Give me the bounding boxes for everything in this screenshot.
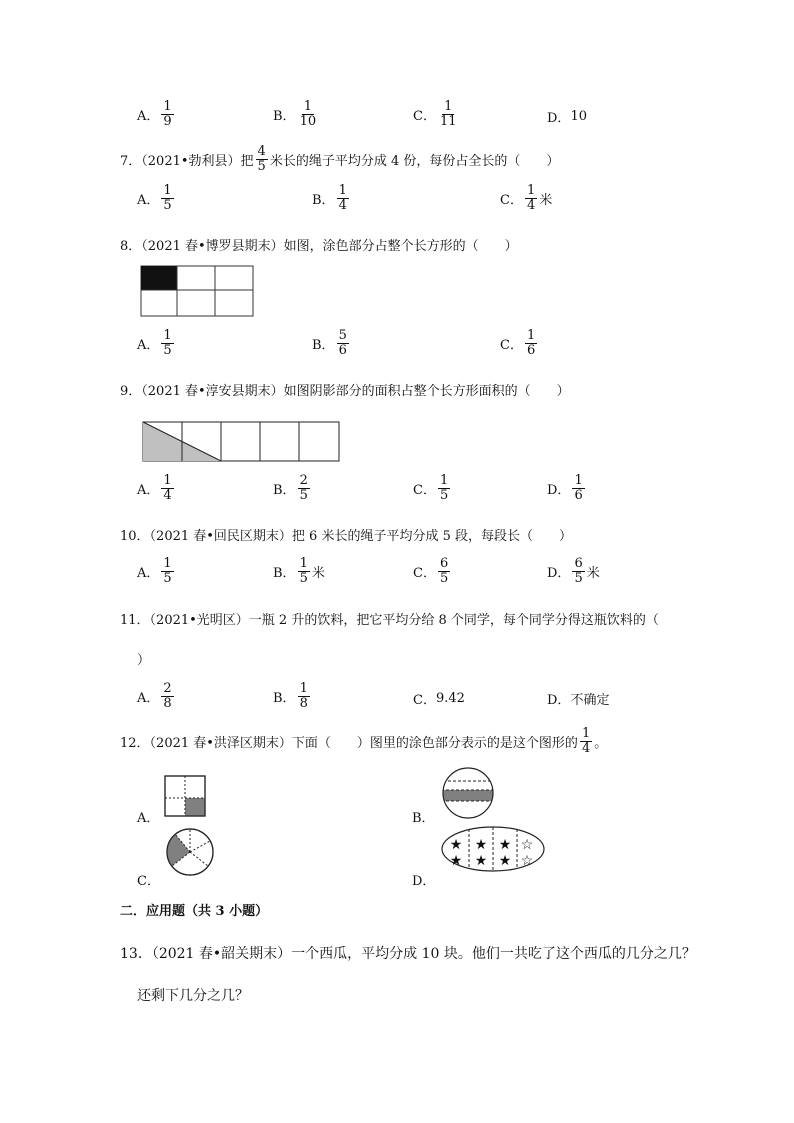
q10-option-d[interactable]: D． $\frac{6}{5}$ 米 <box>547 556 600 586</box>
fraction: $\frac{1}{11}$ <box>439 99 457 129</box>
option-label: C． <box>413 108 436 124</box>
star-outline-icon: ☆ <box>520 853 534 869</box>
star-icon: ★ <box>498 837 512 853</box>
q12-option-b[interactable]: B． <box>412 811 435 826</box>
q6-option-a[interactable] <box>137 100 176 128</box>
star-icon: ★ <box>449 853 463 869</box>
q11-option-a[interactable]: A． $\frac{2}{8}$ <box>137 681 172 711</box>
q12-figure-b <box>441 766 495 820</box>
q12-b-shaded <box>441 790 495 801</box>
question-11 <box>120 609 659 628</box>
q11-option-d[interactable]: D． 不确定 <box>547 693 610 708</box>
q6-option-b[interactable] <box>273 100 320 128</box>
q8-shaded-cell <box>141 266 177 290</box>
fraction: $\frac{4}{5}$ <box>257 144 266 174</box>
q6-option-c[interactable] <box>413 100 461 128</box>
q11-option-b[interactable]: B． $\frac{1}{8}$ <box>273 681 308 711</box>
fraction: $\frac{1}{9}$ <box>163 99 172 129</box>
q7-option-a[interactable]: A． $\frac{1}{5}$ <box>137 183 172 213</box>
question-text: 7．（2021•勃利县）把 <box>120 153 254 169</box>
q12-figure-a <box>164 775 206 817</box>
option-label: D． <box>547 111 571 126</box>
q11-option-c[interactable]: C． 9.42 <box>413 691 465 708</box>
option-label: B． <box>273 108 296 124</box>
question-text: 8．（2021 春•博罗县期末）如图，涂色部分占整个长方形的（ ） <box>120 239 518 254</box>
question-text: 米长的绳子平均分成 4 份，每份占全长的（ ） <box>269 153 560 169</box>
question-9 <box>120 380 570 399</box>
question-text: 10．（2021 春•回民区期末）把 6 米长的绳子平均分成 5 段，每段长（ ） <box>120 529 572 544</box>
question-10 <box>120 525 572 544</box>
question-13-continued: 还剩下几分之几？ <box>137 988 249 1004</box>
q12-option-a[interactable]: A． <box>137 811 160 826</box>
q8-figure <box>140 265 255 317</box>
q8-option-c[interactable]: C． $\frac{1}{6}$ <box>500 328 536 358</box>
q9-option-a[interactable]: A． $\frac{1}{4}$ <box>137 473 172 503</box>
q6-option-d[interactable] <box>547 107 587 126</box>
star-icon: ★ <box>498 853 512 869</box>
fraction: $\frac{1}{10}$ <box>299 99 317 129</box>
q12-figure-c <box>166 828 216 878</box>
question-12: 12．（2021 春•洪泽区期末）下面（ ）图里的涂色部分表示的是这个图形的 $\frac{1}{4}$ 。 <box>120 726 608 756</box>
question-11-continued <box>137 649 150 668</box>
q10-option-c[interactable]: C． $\frac{6}{5}$ <box>413 556 449 586</box>
q7-option-b[interactable]: B． $\frac{1}{4}$ <box>312 183 347 213</box>
star-icon: ★ <box>449 837 463 853</box>
q8-option-a[interactable]: A． $\frac{1}{5}$ <box>137 328 172 358</box>
question-text: ） <box>137 653 151 668</box>
question-7 <box>120 145 559 173</box>
question-13: 13．（2021 春•韶关期末）一个西瓜，平均分成 10 块。他们一共吃了这个西瓜的几分之几？ <box>120 946 696 962</box>
section-title: 二．应用题（共 3 小题） <box>120 904 269 919</box>
q12-option-d[interactable]: D． <box>412 874 436 889</box>
star-icon: ★ <box>474 837 488 853</box>
option-label: A． <box>137 108 160 124</box>
q10-option-a[interactable]: A． $\frac{1}{5}$ <box>137 556 172 586</box>
q8-option-b[interactable]: B． $\frac{5}{6}$ <box>312 328 347 358</box>
question-text: 12．（2021 春•洪泽区期末）下面（ ）图里的涂色部分表示的是这个图形的 <box>120 735 578 751</box>
question-text: 9．（2021 春•淳安县期末）如图阴影部分的面积占整个长方形面积的（ ） <box>120 384 570 399</box>
question-8 <box>120 235 518 254</box>
option-value: 10 <box>570 109 587 124</box>
q12-option-c[interactable]: C． <box>137 874 160 889</box>
q12-a-shaded <box>185 798 205 816</box>
q9-figure <box>142 421 342 463</box>
q9-option-b[interactable]: B． $\frac{2}{5}$ <box>273 473 308 503</box>
q7-option-c[interactable]: C． $\frac{1}{4}$ 米 <box>500 183 553 213</box>
star-icon: ★ <box>474 853 488 869</box>
q12-figure-d <box>441 826 547 874</box>
star-outline-icon: ☆ <box>520 837 534 853</box>
q10-option-b[interactable]: B． $\frac{1}{5}$ 米 <box>273 556 325 586</box>
q9-option-c[interactable]: C． $\frac{1}{5}$ <box>413 473 449 503</box>
q9-option-d[interactable]: D． $\frac{1}{6}$ <box>547 473 583 503</box>
question-text: 11．（2021•光明区）一瓶 2 升的饮料，把它平均分给 8 个同学，每个同学分得这瓶饮料的（ <box>120 613 659 628</box>
